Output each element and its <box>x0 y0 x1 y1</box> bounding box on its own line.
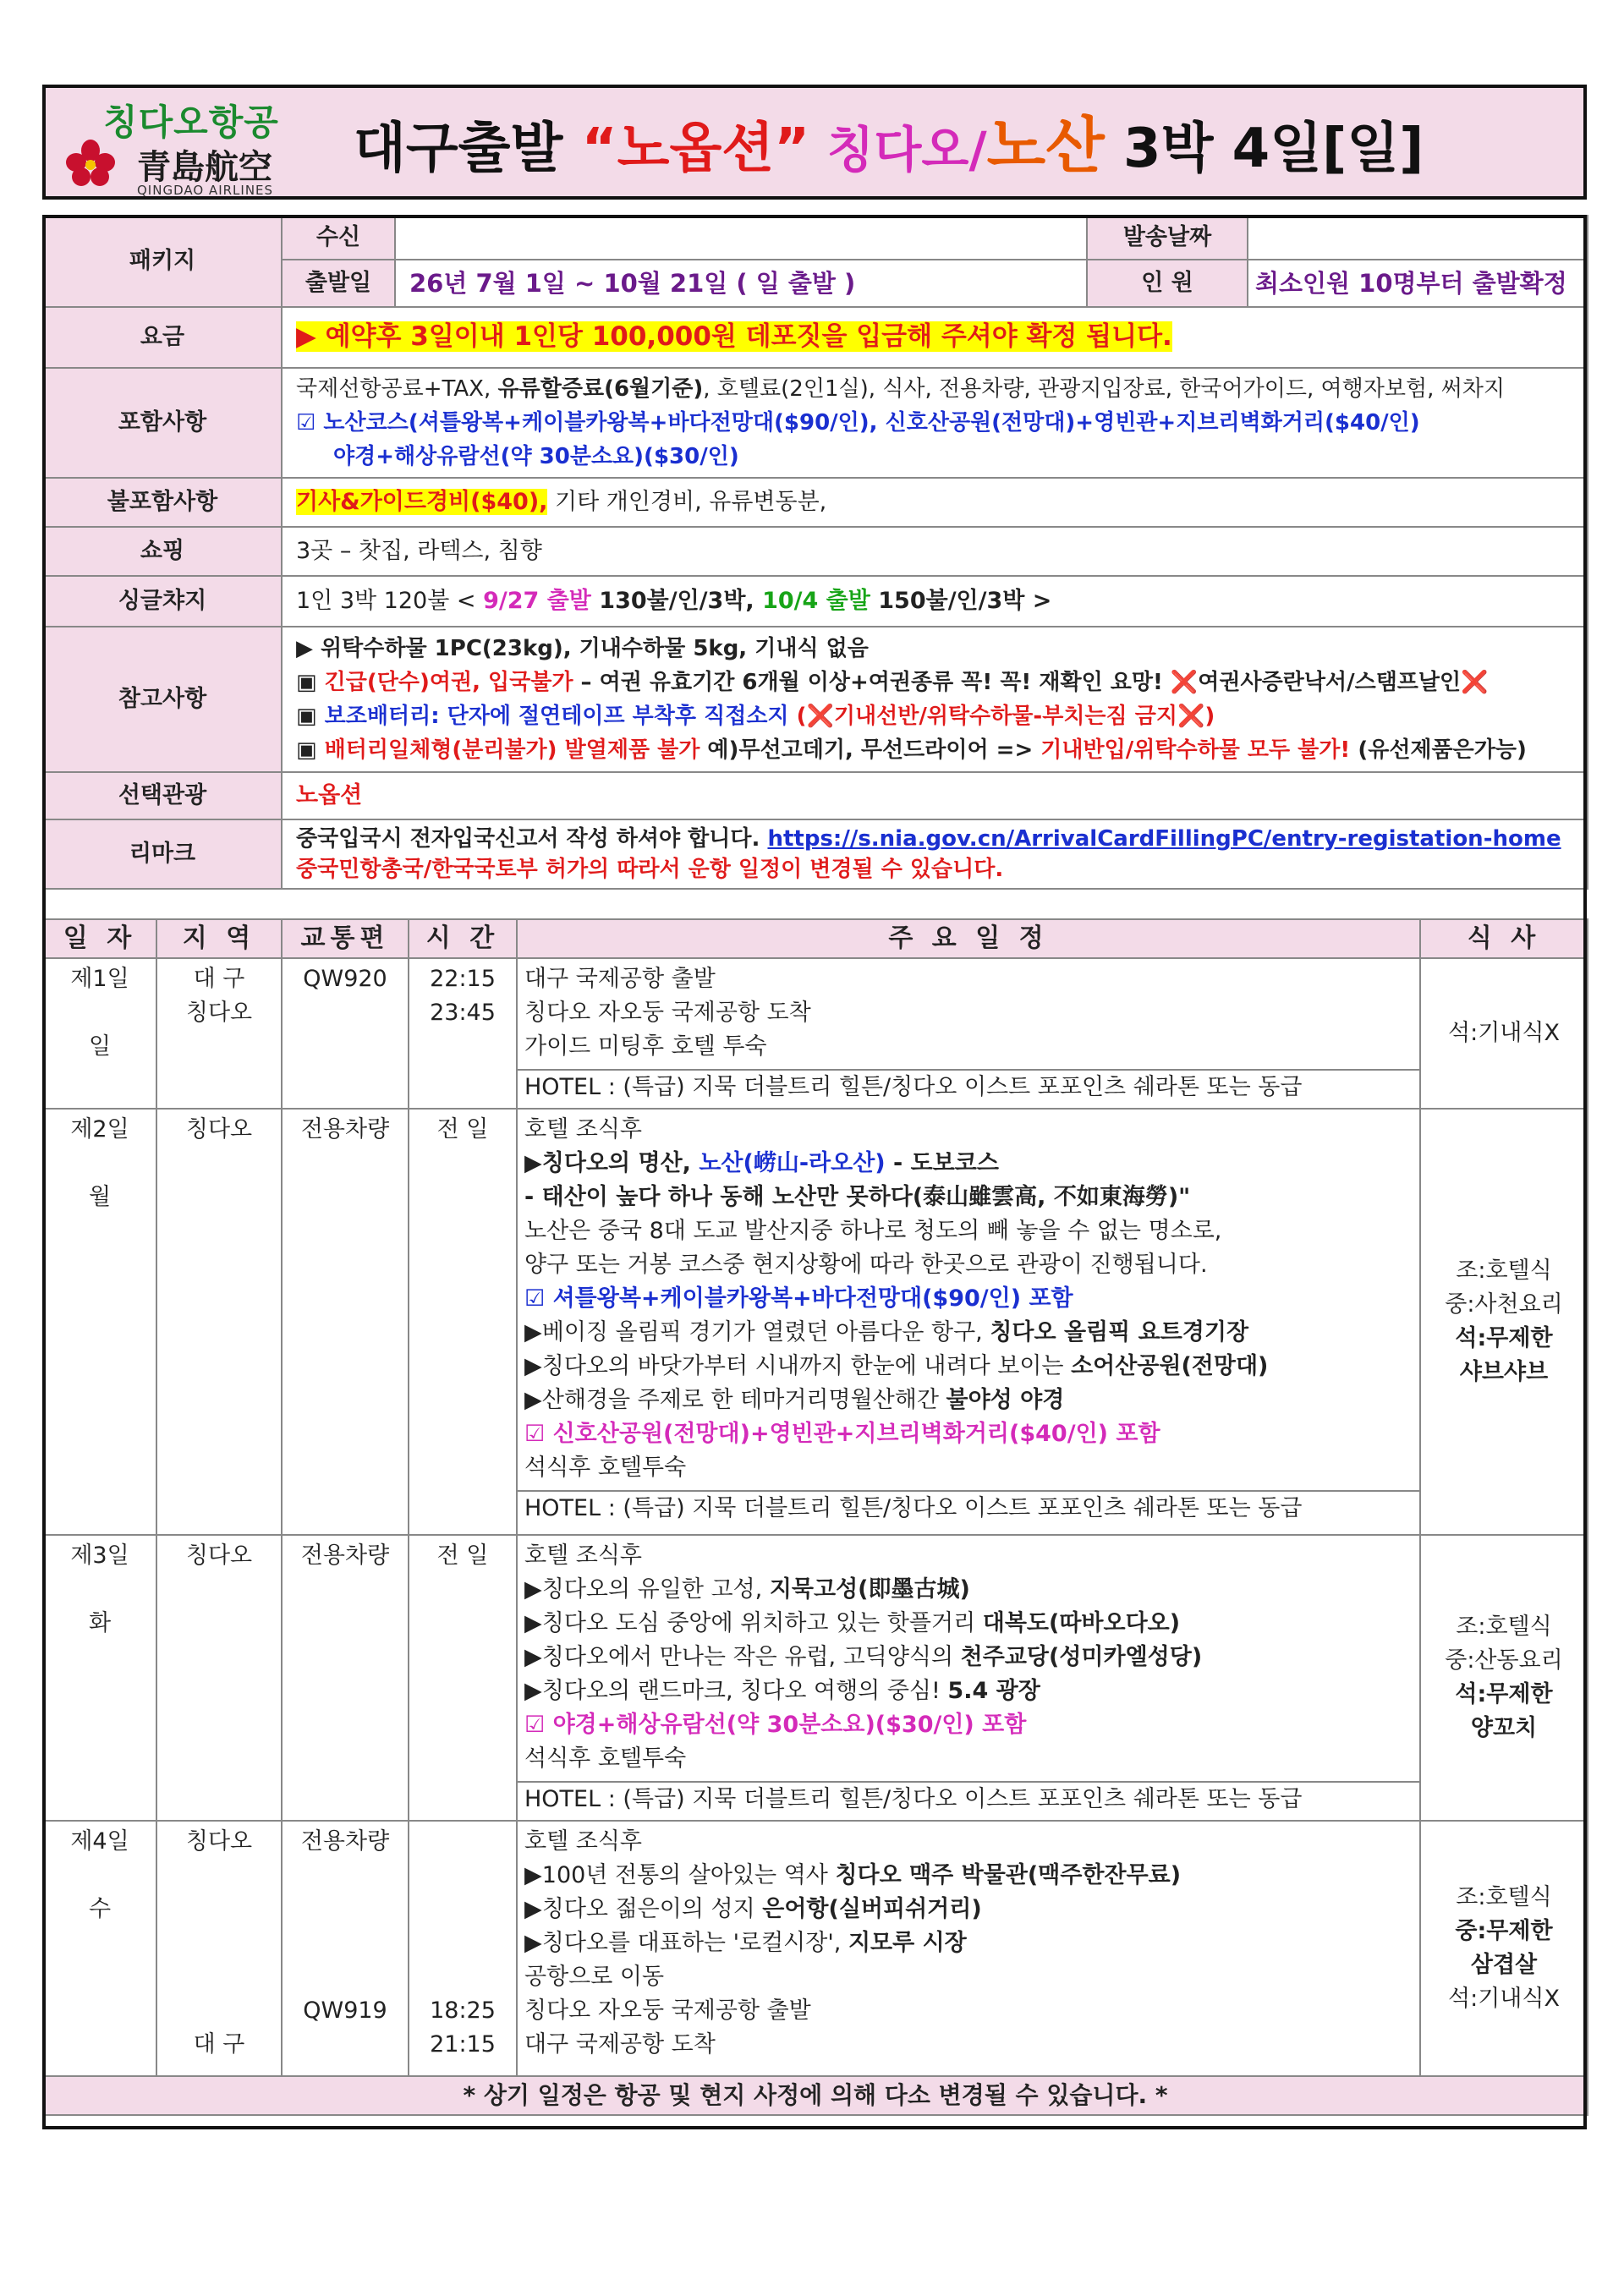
single-base: 1인 3박 120불 < <box>296 588 484 614</box>
region-qingdao: 칭다오 <box>185 1000 253 1026</box>
remark-arrival-card: 중국입국시 전자입국신고서 작성 하셔야 합니다. <box>296 826 768 852</box>
fee-cell <box>282 307 1588 368</box>
remark-cell <box>282 819 1588 889</box>
meal-lunch-menu: 삼겹살 <box>1470 1952 1538 1978</box>
day1-hotel: HOTEL : (특급) 지묵 더블트리 힐튼/칭다오 이스트 포포인츠 쉐라톤 또는 동급 <box>518 1069 1419 1104</box>
walking-course: - 도보코스 <box>885 1150 999 1176</box>
schedule-line: ▶칭다오 도심 중앙에 위치하고 있는 핫플거리 <box>524 1610 983 1636</box>
excluded-other: 기타 개인경비, 유류변동분, <box>547 489 827 515</box>
schedule-line: 칭다오 자오둥 국제공항 출발 <box>524 1997 811 2024</box>
meal-dinner-menu: 양꼬치 <box>1470 1715 1538 1741</box>
title-qingdao: 칭다오/ <box>809 121 987 178</box>
recipient-label: 수신 <box>282 216 395 260</box>
logo-chinese-text: 青島航空 <box>137 147 272 187</box>
meal-breakfast: 조:호텔식 <box>1456 1258 1552 1284</box>
schedule-included-option: ☑ 야경+해상유람선(약 30분소요)($30/인) 포함 <box>524 1712 1027 1738</box>
day2-label: 제2일 <box>70 1116 129 1143</box>
shopping-value: 3곳 – 찻집, 라텍스, 침향 <box>282 527 1588 576</box>
excluded-label: 불포함사항 <box>43 478 282 527</box>
day3-label: 제3일 <box>70 1543 129 1569</box>
schedule-line: ▶베이징 올림픽 경기가 열렸던 아름다운 항구, <box>524 1319 990 1345</box>
day2-region: 칭다오 <box>156 1109 282 1535</box>
notes-battery: 보조배터리: 단자에 절연테이프 부착후 직접소지 <box>324 704 789 729</box>
day1-label: 제1일 <box>70 966 129 992</box>
included-fuel-surcharge: 유류할증료(6월기준) <box>497 376 704 402</box>
meal-dinner-menu: 샤브샤브 <box>1459 1359 1549 1385</box>
st-michael-cathedral: 천주교당(성미카엘성당) <box>960 1644 1203 1670</box>
cross-mark-icon: ❌ <box>1170 670 1199 695</box>
schedule-line: 호텔 조식후 <box>524 1116 642 1143</box>
itinerary-header-row <box>43 919 1588 958</box>
day3-meal <box>1420 1535 1588 1821</box>
page-title <box>354 103 1424 188</box>
schedule-line: ▶산해경을 주제로 한 테마거리명월산해간 <box>524 1387 946 1413</box>
day4-weekday: 수 <box>88 1896 112 1922</box>
fee-value: ▶ 예약후 3일이내 1인당 100,000원 데포짓을 입금해 주셔야 확정 됩니다. <box>296 321 1172 352</box>
meal-lunch: 중:산동요리 <box>1445 1647 1563 1674</box>
day2-transport: 전용차량 <box>282 1109 409 1535</box>
day2-hotel: HOTEL : (특급) 지묵 더블트리 힐튼/칭다오 이스트 포포인츠 쉐라톤 또는 동급 <box>518 1490 1419 1526</box>
day2-day <box>43 1109 156 1535</box>
day1-meal: 석:기내식X <box>1420 958 1588 1109</box>
notes-baggage: ▶ 위탁수하물 1PC(23kg), 기내수하물 5kg, 기내식 없음 <box>296 636 869 661</box>
title-origin: 대구출발 <box>354 118 582 180</box>
title-no-option: “노옵션” <box>581 118 810 180</box>
schedule-line: ▶칭다오에서 만나는 작은 유럽, 고딕양식의 <box>524 1644 961 1670</box>
schedule-line: ▶100년 전통의 살아있는 역사 <box>524 1862 836 1888</box>
region-qingdao: 칭다오 <box>185 1828 253 1855</box>
schedule-line: ▶칭다오의 바닷가부터 시내까지 한눈에 내려다 보이는 <box>524 1353 1072 1379</box>
airline-logo <box>58 95 311 198</box>
schedule-included-option: ☑ 셔틀왕복+케이블카왕복+바다전망대($90/인) 포함 <box>524 1285 1073 1312</box>
header-meal: 식 사 <box>1420 919 1588 958</box>
day2-weekday: 월 <box>88 1184 112 1210</box>
notes-wired-ok: (유선제품은가능) <box>1350 737 1527 763</box>
header-day: 일 자 <box>43 919 156 958</box>
schedule-line: ▶칭다오의 유일한 고성, <box>524 1576 770 1603</box>
day1-transport: QW920 <box>282 958 409 1109</box>
schedule-line: - 태산이 높다 하나 동해 노산만 못하다(泰山雖雲高, 不如東海勞)" <box>524 1184 1191 1210</box>
day3-weekday: 화 <box>88 1610 112 1636</box>
included-label: 포함사항 <box>43 368 282 478</box>
day4-transport <box>282 1821 409 2076</box>
schedule-line: ▶칭다오 젊은이의 성지 <box>524 1896 763 1922</box>
schedule-line: 석식후 호텔투숙 <box>524 1455 687 1481</box>
people-label: 인 원 <box>1087 260 1248 307</box>
day3-time: 전 일 <box>409 1535 517 1821</box>
meal-dinner: 석:기내식X <box>1448 1986 1560 2012</box>
included-cell <box>282 368 1588 478</box>
included-laoshan-course: ☑ 노산코스(셔틀왕복+케이블카왕복+바다전망대($90/인), 신호산공원(전망대)+영빈관+지브리벽화거리($40/인) <box>296 410 1420 436</box>
excluded-cell <box>282 478 1588 527</box>
jimolu-market: 지모루 시장 <box>848 1930 967 1956</box>
send-date-label: 발송날짜 <box>1087 216 1248 260</box>
included-text: 국제선항공료+TAX, <box>296 376 498 402</box>
time-depart: 22:15 <box>430 966 496 992</box>
meal-lunch: 중:무제한 <box>1455 1918 1553 1944</box>
flower-icon <box>64 139 117 188</box>
header-time: 시 간 <box>409 919 517 958</box>
schedule-line: 양구 또는 거봉 코스중 현지상황에 따라 한곳으로 관광이 진행됩니다. <box>524 1252 1208 1278</box>
shopping-label: 쇼핑 <box>43 527 282 576</box>
time-arrive: 23:45 <box>430 1000 496 1026</box>
departure-label: 출발일 <box>282 260 395 307</box>
day4-region <box>156 1821 282 2076</box>
title-laoshan: 노산 <box>986 110 1105 181</box>
schedule-line: 노산은 중국 8대 도교 발산지중 하나로 청도의 빼 놓을 수 없는 명소로, <box>524 1218 1222 1244</box>
single-charge-label: 싱글챠지 <box>43 576 282 627</box>
notes-bullet: ▣ <box>296 737 325 763</box>
day3-transport: 전용차량 <box>282 1535 409 1821</box>
single-price-1: 130불/인/3박, <box>590 588 763 614</box>
schedule-included-option: ☑ 신호산공원(전망대)+영빈관+지브리벽화거리($40/인) 포함 <box>524 1421 1160 1447</box>
day2-time: 전 일 <box>409 1109 517 1535</box>
day4-day <box>43 1821 156 2076</box>
meal-dinner: 석:무제한 <box>1455 1325 1553 1351</box>
transport-flight: QW919 <box>303 1997 387 2024</box>
region-daegu: 대 구 <box>193 2031 245 2058</box>
notes-label: 참고사항 <box>43 627 282 772</box>
notes-emergency-passport: 긴급(단수)여권, 입국불가 <box>324 670 573 695</box>
footer-row <box>43 2076 1588 2115</box>
time-arrive: 21:15 <box>430 2031 496 2058</box>
fee-label: 요금 <box>43 307 282 368</box>
day2-meal <box>1420 1109 1588 1535</box>
day1-time <box>409 958 517 1109</box>
day1-day <box>43 958 156 1109</box>
day3-day <box>43 1535 156 1821</box>
notes-prohibited: 기내반입/위탁수하물 모두 불가! <box>1040 737 1351 763</box>
package-label: 패키지 <box>43 216 282 307</box>
notes-bullet: ▣ <box>296 670 325 695</box>
notes-example: 예)무선고데기, 무선드라이어 => <box>700 737 1041 763</box>
logo-english-text: QINGDAO AIRLINES <box>137 183 274 198</box>
single-date-2: 10/4 출발 <box>762 588 870 614</box>
laoshan-name: 노산(崂山-라오산) <box>699 1150 886 1176</box>
notes-battery-rule: (❌기내선반/위탁수하물-부치는짐 금지❌) <box>788 704 1215 729</box>
day4-row <box>43 1821 1588 2076</box>
notes-bullet: ▣ <box>296 704 325 729</box>
xiaoyushan-park: 소어산공원(전망대) <box>1071 1353 1269 1379</box>
remark-label: 리마크 <box>43 819 282 889</box>
schedule-line: 석식후 호텔투숙 <box>524 1745 687 1772</box>
day3-row <box>43 1535 1588 1821</box>
day1-schedule <box>517 958 1420 1109</box>
schedule-line: 대구 국제공항 출발 <box>524 966 716 992</box>
silverfish-street: 은어항(실버피쉬거리) <box>762 1896 982 1922</box>
header-transport: 교통편 <box>282 919 409 958</box>
cross-mark-icon: ❌ <box>1461 670 1489 695</box>
single-date-1: 9/27 출발 <box>483 588 591 614</box>
meal-dinner: 석:무제한 <box>1455 1681 1553 1707</box>
day4-time <box>409 1821 517 2076</box>
arrival-card-link[interactable]: https://s.nia.gov.cn/ArrivalCardFillingPC/entry-registation-home <box>767 826 1561 852</box>
header-region: 지 역 <box>156 919 282 958</box>
schedule-line: 대구 국제공항 도착 <box>524 2031 716 2058</box>
title-duration: 3박 4일[일] <box>1104 118 1424 180</box>
day3-region: 칭다오 <box>156 1535 282 1821</box>
schedule-line: ▶칭다오의 랜드마크, 칭다오 여행의 중심! <box>524 1678 948 1704</box>
schedule-line: 가이드 미팅후 호텔 투숙 <box>524 1033 767 1060</box>
notes-heating-device: 배터리일체형(분리불가) 발열제품 불가 <box>324 737 700 763</box>
schedule-line: 호텔 조식후 <box>524 1543 642 1569</box>
schedule-line: 칭다오 자오둥 국제공항 도착 <box>524 1000 811 1026</box>
header-schedule: 주 요 일 정 <box>517 919 1420 958</box>
olympic-sailing-center: 칭다오 올림픽 요트경기장 <box>990 1319 1249 1345</box>
may-fourth-square: 5.4 광장 <box>947 1678 1040 1704</box>
option-value: 노옵션 <box>282 772 1588 819</box>
day4-schedule <box>517 1821 1420 2076</box>
meal-breakfast: 조:호텔식 <box>1456 1884 1552 1910</box>
remark-schedule-change: 중국민항총국/한국국토부 허가의 따라서 운항 일정이 변경될 수 있습니다. <box>296 857 1004 882</box>
meal-lunch: 중:사천요리 <box>1445 1291 1563 1318</box>
day4-label: 제4일 <box>70 1828 129 1855</box>
day1-region <box>156 958 282 1109</box>
day2-schedule <box>517 1109 1420 1535</box>
schedule-line: ▶칭다오를 대표하는 '로컬시장', <box>524 1930 848 1956</box>
excluded-guide-fee: 기사&가이드경비($40), <box>296 489 548 515</box>
departure-value: 26년 7월 1일 ~ 10월 21일 ( 일 출발 ) <box>395 260 1087 307</box>
included-night-cruise: 야경+해상유람선(약 30분소요)($30/인) <box>333 444 739 469</box>
region-daegu: 대 구 <box>193 966 245 992</box>
day1-row <box>43 958 1588 1109</box>
option-label: 선택관광 <box>43 772 282 819</box>
night-view: 불야성 야경 <box>946 1387 1065 1413</box>
meal-breakfast: 조:호텔식 <box>1456 1614 1552 1640</box>
notes-passport-validity: – 여권 유효기간 6개월 이상+여권종류 꼭! 꼭! 재확인 요망! <box>573 670 1171 695</box>
day2-row <box>43 1109 1588 1535</box>
beer-museum: 칭다오 맥주 박물관(맥주한잔무료) <box>835 1862 1182 1888</box>
jimo-old-town: 지묵고성(即墨古城) <box>769 1576 970 1603</box>
page-header <box>42 85 1587 200</box>
notes-cell <box>282 627 1588 772</box>
people-value: 최소인원 10명부터 출발확정 <box>1248 260 1588 307</box>
itinerary-table <box>42 918 1588 2116</box>
day3-hotel: HOTEL : (특급) 지묵 더블트리 힐튼/칭다오 이스트 포포인츠 쉐라톤 또는 동급 <box>518 1781 1419 1817</box>
transport-bus: 전용차량 <box>300 1828 390 1855</box>
day1-weekday: 일 <box>88 1033 112 1060</box>
schedule-line: 호텔 조식후 <box>524 1828 642 1855</box>
package-info-table <box>42 215 1588 890</box>
schedule-line: 공항으로 이동 <box>524 1964 665 1990</box>
send-date-value <box>1248 216 1588 260</box>
day3-schedule <box>517 1535 1420 1821</box>
single-charge-cell <box>282 576 1588 627</box>
recipient-value <box>395 216 1087 260</box>
logo-korean-text: 칭다오항공 <box>103 101 279 143</box>
day4-meal <box>1420 1821 1588 2076</box>
dabaodao: 대복도(따바오다오) <box>982 1610 1181 1636</box>
single-price-2: 150불/인/3박 > <box>870 588 1052 614</box>
schedule-line: ▶칭다오의 명산, <box>524 1150 700 1176</box>
schedule-footnote: * 상기 일정은 항공 및 현지 사정에 의해 다소 변경될 수 있습니다. * <box>43 2076 1588 2115</box>
time-depart: 18:25 <box>430 1997 496 2024</box>
notes-visa-page: 여권사증란낙서/스탬프날인 <box>1198 670 1462 695</box>
included-text-rest: , 호텔료(2인1실), 식사, 전용차량, 관광지입장료, 한국어가이드, 여행자보험, 써차지 <box>703 376 1505 402</box>
